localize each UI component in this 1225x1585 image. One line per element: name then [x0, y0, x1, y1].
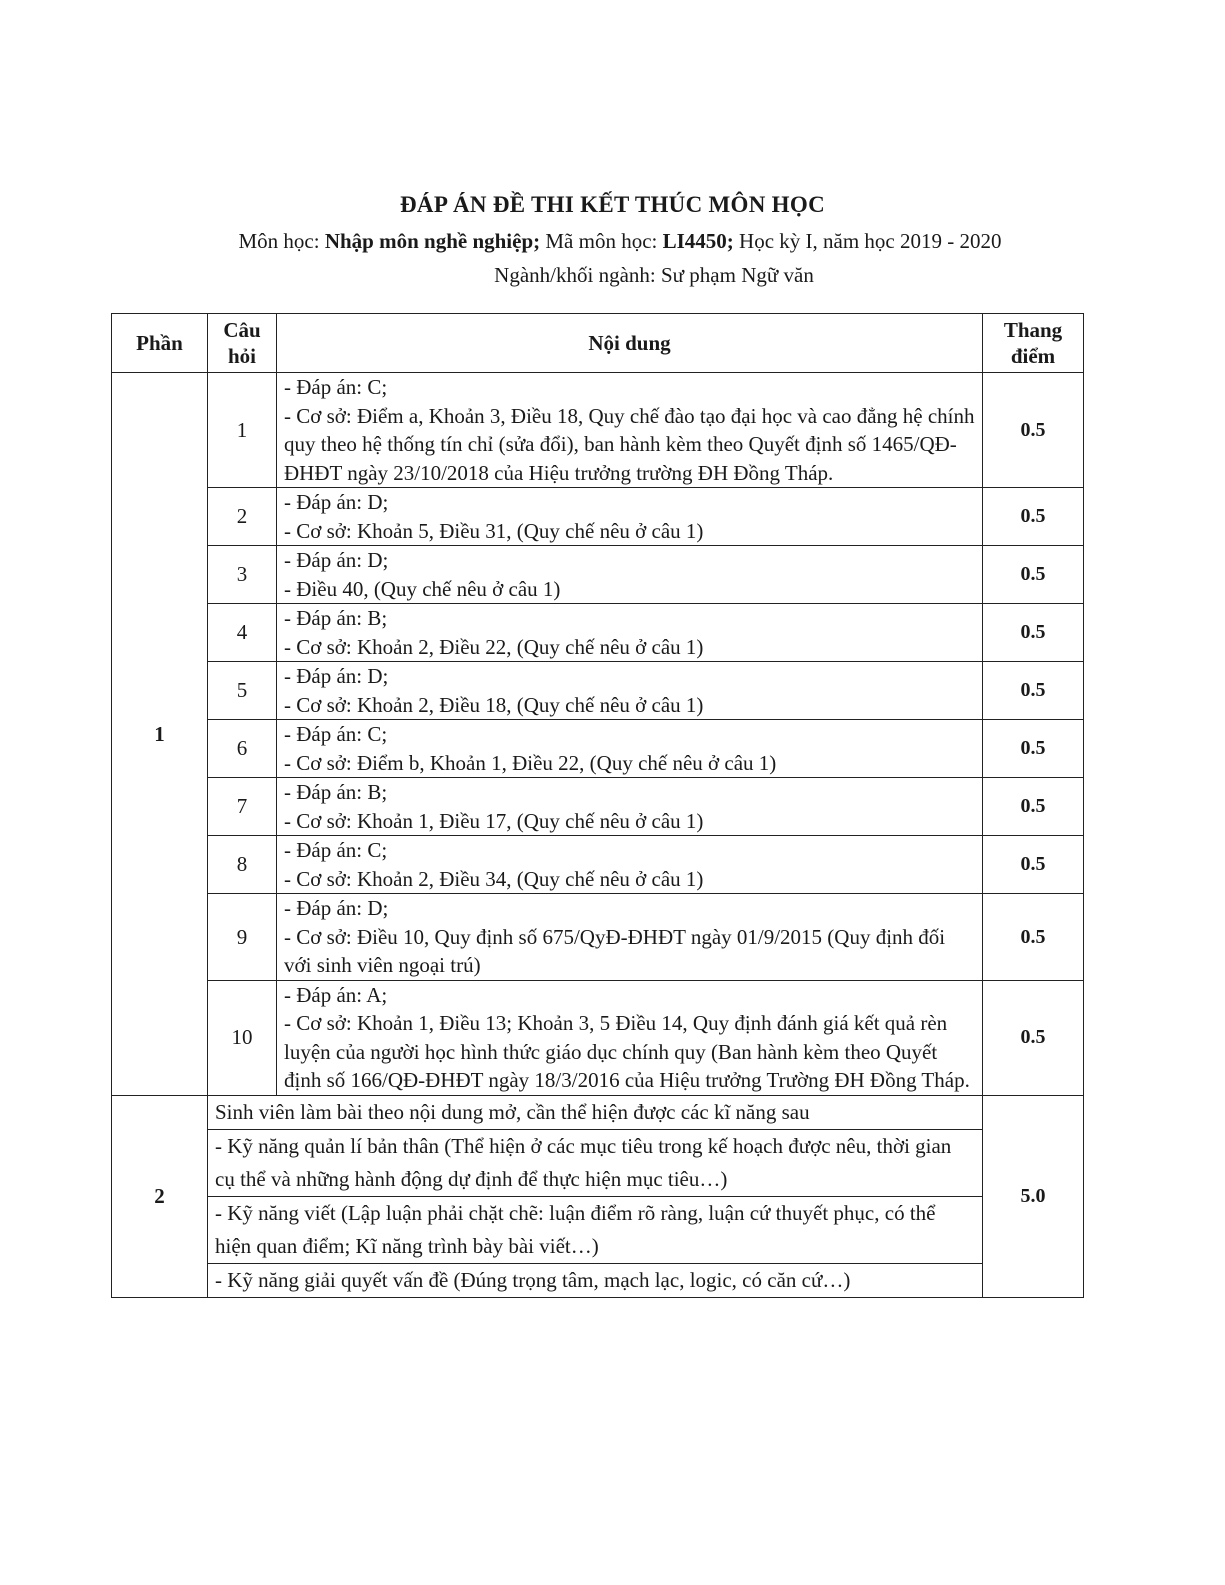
skill-item: - Kỹ năng viết (Lập luận phải chặt chẽ: luận điểm rõ ràng, luận cứ thuyết phục, có thể hiện quan điểm; Kĩ năng trình bày bài viết…)	[208, 1196, 983, 1263]
answer-line: - Cơ sở: Khoản 2, Điều 34, (Quy chế nêu ở câu 1)	[284, 866, 704, 891]
score-cell: 0.5	[983, 604, 1084, 662]
header-question-line2: hỏi	[227, 344, 256, 368]
answer-line: - Đáp án: D;	[284, 548, 389, 572]
question-number: 5	[208, 662, 277, 720]
score-cell: 0.5	[983, 778, 1084, 836]
question-number: 9	[208, 894, 277, 981]
answer-line: - Đáp án: A;	[284, 982, 388, 1007]
course-code-label: Mã môn học:	[540, 229, 663, 253]
answer-content	[277, 373, 983, 488]
header-score-line1: Thang	[1003, 318, 1063, 342]
skill-item: - Kỹ năng giải quyết vấn đề (Đúng trọng tâm, mạch lạc, logic, có căn cứ…)	[208, 1263, 983, 1297]
score-cell: 0.5	[983, 836, 1084, 894]
answer-line: - Đáp án: C;	[284, 722, 388, 746]
score-cell: 0.5	[983, 662, 1084, 720]
answer-content	[277, 488, 983, 546]
answer-line: - Đáp án: C;	[284, 375, 388, 399]
answer-line: - Đáp án: C;	[284, 838, 388, 862]
table-row	[112, 604, 1084, 662]
header-question-line1: Câu	[223, 318, 261, 342]
score-cell: 0.5	[983, 373, 1084, 488]
table-row	[112, 836, 1084, 894]
table-row	[112, 980, 1084, 1095]
answer-content	[277, 720, 983, 778]
header-part: Phần	[112, 314, 208, 373]
header-question	[208, 314, 277, 373]
question-number: 6	[208, 720, 277, 778]
answer-table	[111, 313, 1084, 1298]
header-score	[983, 314, 1084, 373]
table-row	[112, 720, 1084, 778]
answer-line: - Cơ sở: Khoản 5, Điều 31, (Quy chế nêu ở câu 1)	[284, 518, 704, 543]
question-number: 7	[208, 778, 277, 836]
answer-line: - Đáp án: B;	[284, 606, 388, 630]
answer-line: - Đáp án: B;	[284, 780, 388, 804]
header-content: Nội dung	[277, 314, 983, 373]
question-number: 3	[208, 546, 277, 604]
section-2-body	[112, 1095, 1084, 1297]
table-row	[112, 373, 1084, 488]
answer-content	[277, 836, 983, 894]
part-cell: 2	[112, 1095, 208, 1297]
course-info	[0, 229, 1225, 254]
answer-line: - Đáp án: D;	[284, 490, 389, 514]
score-cell: 0.5	[983, 546, 1084, 604]
score-cell: 5.0	[983, 1095, 1084, 1297]
answer-line: - Cơ sở: Điểm a, Khoản 3, Điều 18, Quy chế đào tạo đại học và cao đẳng hệ chính quy theo hệ thống tín chỉ (sửa đổi), ban hành kèm theo Quyết định số 1465/QĐ-ĐHĐT ngày 23/10/2018 của Hiệu trưởng trường ĐH Đồng Tháp.	[284, 403, 975, 485]
skill-item: Sinh viên làm bài theo nội dung mở, cần thể hiện được các kĩ năng sau	[208, 1095, 983, 1129]
table-row	[112, 894, 1084, 981]
answer-line: - Đáp án: D;	[284, 664, 389, 688]
table-row	[112, 488, 1084, 546]
answer-content	[277, 546, 983, 604]
part-cell: 1	[112, 373, 208, 1096]
answer-line: - Cơ sở: Khoản 1, Điều 13; Khoản 3, 5 Điều 14, Quy định đánh giá kết quả rèn luyện của người học hình thức giáo dục chính quy (Ban hành kèm theo Quyết định số 166/QĐ-ĐHĐT ngày 18/3/2016 của Hiệu trưởng Trường ĐH Đồng Tháp.	[284, 1011, 970, 1092]
answer-line: - Cơ sở: Điểm b, Khoản 1, Điều 22, (Quy chế nêu ở câu 1)	[284, 750, 777, 775]
table-header-row	[112, 314, 1084, 373]
header-score-line2: điểm	[1010, 344, 1056, 368]
table-row	[112, 546, 1084, 604]
course-name: Nhập môn nghề nghiệp;	[324, 229, 541, 253]
table-row	[112, 1196, 1084, 1263]
skill-item: - Kỹ năng quản lí bản thân (Thể hiện ở các mục tiêu trong kế hoạch được nêu, thời gian cụ thể và những hành động dự định để thực hiện mục tiêu…)	[208, 1129, 983, 1196]
answer-line: - Điều 40, (Quy chế nêu ở câu 1)	[284, 576, 561, 601]
question-number: 2	[208, 488, 277, 546]
section-1-body	[112, 373, 1084, 1096]
answer-content	[277, 778, 983, 836]
answer-line: - Cơ sở: Điều 10, Quy định số 675/QyĐ-ĐHĐT ngày 01/9/2015 (Quy định đối với sinh viên ngoại trú)	[284, 924, 946, 977]
table-row	[112, 1263, 1084, 1297]
score-cell: 0.5	[983, 980, 1084, 1095]
term-info: Học kỳ I, năm học 2019 - 2020	[733, 229, 1002, 253]
answer-content	[277, 662, 983, 720]
question-number: 8	[208, 836, 277, 894]
table-row	[112, 662, 1084, 720]
course-code: LI4450;	[662, 229, 734, 253]
question-number: 1	[208, 373, 277, 488]
answer-content	[277, 980, 983, 1095]
answer-line: - Cơ sở: Khoản 2, Điều 22, (Quy chế nêu ở câu 1)	[284, 634, 704, 659]
major-info: Ngành/khối ngành: Sư phạm Ngữ văn	[494, 263, 814, 287]
score-cell: 0.5	[983, 720, 1084, 778]
table-row	[112, 778, 1084, 836]
question-number: 10	[208, 980, 277, 1095]
table-row	[112, 1095, 1084, 1129]
table-row	[112, 1129, 1084, 1196]
question-number: 4	[208, 604, 277, 662]
course-label: Môn học:	[238, 229, 325, 253]
answer-line: - Cơ sở: Khoản 2, Điều 18, (Quy chế nêu ở câu 1)	[284, 692, 704, 717]
answer-line: - Cơ sở: Khoản 1, Điều 17, (Quy chế nêu ở câu 1)	[284, 808, 704, 833]
score-cell: 0.5	[983, 894, 1084, 981]
answer-line: - Đáp án: D;	[284, 896, 389, 920]
page-title: ĐÁP ÁN ĐỀ THI KẾT THÚC MÔN HỌC	[400, 192, 825, 217]
score-cell: 0.5	[983, 488, 1084, 546]
answer-content	[277, 604, 983, 662]
answer-content	[277, 894, 983, 981]
